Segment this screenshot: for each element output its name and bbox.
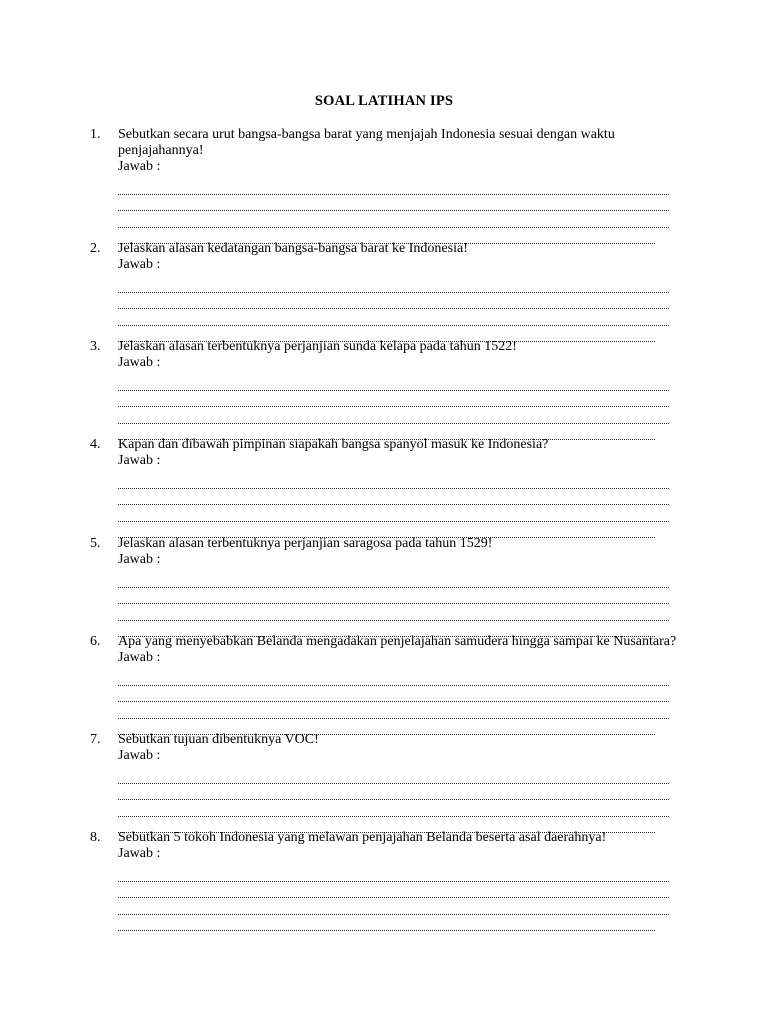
question-number: 1.	[90, 127, 101, 142]
question-number: 6.	[90, 634, 101, 649]
answer-line[interactable]	[118, 489, 669, 506]
answer-line[interactable]	[118, 309, 669, 326]
question-5	[90, 536, 690, 637]
answer-line[interactable]	[118, 669, 669, 686]
answer-label: Jawab :	[118, 453, 161, 468]
question-7	[90, 732, 690, 833]
answer-lines[interactable]	[118, 472, 678, 538]
answer-line[interactable]	[118, 276, 669, 293]
answer-lines[interactable]	[118, 178, 678, 244]
answer-line[interactable]	[118, 898, 669, 915]
answer-line[interactable]	[118, 767, 669, 784]
answer-line[interactable]	[118, 374, 669, 391]
answer-line[interactable]	[118, 604, 669, 621]
answer-line[interactable]	[118, 472, 669, 489]
answer-line[interactable]	[118, 702, 669, 719]
answer-line[interactable]	[118, 571, 669, 588]
question-number: 3.	[90, 339, 101, 354]
answer-lines[interactable]	[118, 374, 678, 440]
answer-label: Jawab :	[118, 748, 161, 763]
question-text: Apa yang menyebabkan Belanda mengadakan penjelajahan samudera hingga sampai ke Nusantara?	[118, 634, 677, 649]
answer-line[interactable]	[118, 407, 669, 424]
question-1	[90, 127, 690, 244]
answer-label: Jawab :	[118, 159, 161, 174]
answer-line[interactable]	[118, 211, 669, 228]
question-8	[90, 830, 690, 931]
answer-line[interactable]	[118, 588, 669, 605]
answer-line[interactable]	[118, 865, 669, 882]
question-number: 5.	[90, 536, 101, 551]
question-number: 4.	[90, 437, 101, 452]
answer-line[interactable]	[118, 195, 669, 212]
question-text: Sebutkan secara urut bangsa-bangsa barat yang menjajah Indonesia sesuai dengan waktu penjajahannya!	[118, 127, 615, 158]
answer-line[interactable]	[118, 293, 669, 310]
answer-lines[interactable]	[118, 865, 678, 931]
answer-lines[interactable]	[118, 767, 678, 833]
answer-label: Jawab :	[118, 552, 161, 567]
question-number: 8.	[90, 830, 101, 845]
answer-line[interactable]	[118, 915, 655, 932]
answer-line[interactable]	[118, 800, 669, 817]
answer-label: Jawab :	[118, 355, 161, 370]
question-4	[90, 437, 690, 538]
answer-line[interactable]	[118, 505, 669, 522]
question-6	[90, 634, 690, 735]
question-2	[90, 241, 690, 342]
answer-label: Jawab :	[118, 257, 161, 272]
answer-line[interactable]	[118, 178, 669, 195]
question-number: 2.	[90, 241, 101, 256]
question-3	[90, 339, 690, 440]
question-text: Sebutkan tujuan dibentuknya VOC!	[118, 732, 319, 747]
page-title: SOAL LATIHAN IPS	[314, 93, 454, 109]
answer-label: Jawab :	[118, 846, 161, 861]
answer-line[interactable]	[118, 882, 669, 899]
question-text: Kapan dan dibawah pimpinan siapakah bangsa spanyol masuk ke Indonesia?	[118, 437, 549, 452]
question-text: Jelaskan alasan terbentuknya perjanjian saragosa pada tahun 1529!	[118, 536, 493, 551]
question-text: Jelaskan alasan terbentuknya perjanjian sunda kelapa pada tahun 1522!	[118, 339, 517, 354]
answer-line[interactable]	[118, 784, 669, 801]
answer-lines[interactable]	[118, 571, 678, 637]
answer-label: Jawab :	[118, 650, 161, 665]
answer-line[interactable]	[118, 391, 669, 408]
answer-lines[interactable]	[118, 276, 678, 342]
answer-lines[interactable]	[118, 669, 678, 735]
question-text: Sebutkan 5 tokoh Indonesia yang melawan penjajahan Belanda beserta asal daerahnya!	[118, 830, 607, 845]
question-number: 7.	[90, 732, 101, 747]
answer-line[interactable]	[118, 686, 669, 703]
question-text: Jelaskan alasan kedatangan bangsa-bangsa barat ke Indonesia!	[118, 241, 468, 256]
